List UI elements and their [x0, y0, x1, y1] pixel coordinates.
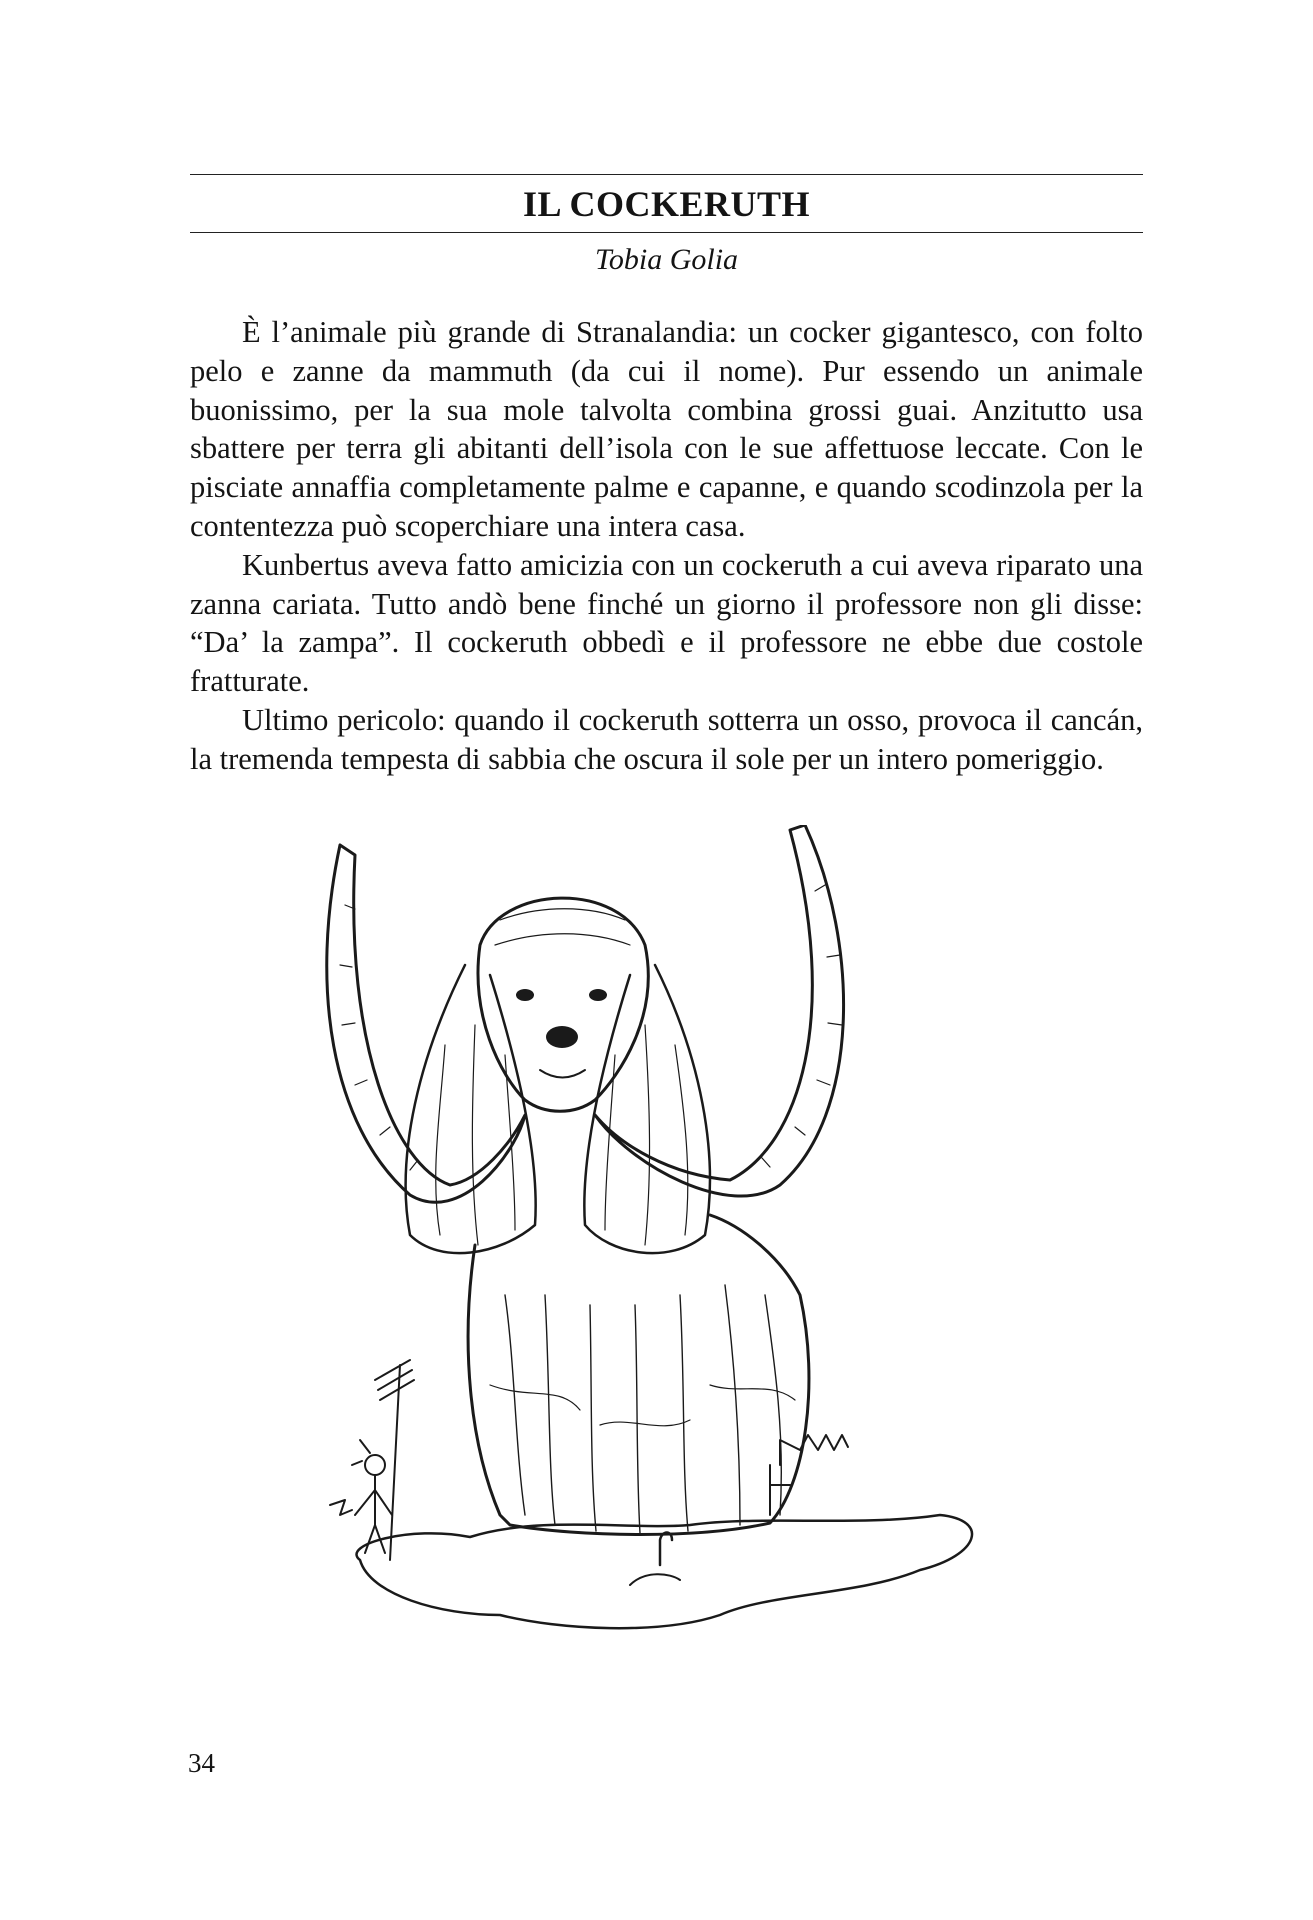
- cockeruth-illustration: [300, 825, 1020, 1665]
- body-text: [190, 313, 1143, 779]
- chapter-author: Tobia Golia: [594, 243, 739, 276]
- paragraph: Ultimo pericolo: quando il cockeruth sotterra un osso, provoca il cancán, la tremenda tempesta di sabbia che oscura il sole per un intero pomeriggio.: [190, 702, 1143, 776]
- dog-head: [478, 898, 648, 1111]
- professor-figure: [330, 1360, 414, 1560]
- page-number: 34: [188, 1748, 215, 1778]
- paragraph: Kunbertus aveva fatto amicizia con un cockeruth a cui aveva riparato una zanna cariata. Tutto andò bene finché un giorno il professore non gli disse: “Da’ la zampa”. Il cockeruth obbedì e il professore ne ebbe due costole fratturate.: [190, 547, 1143, 699]
- dog-nose: [546, 1026, 578, 1048]
- dog-ear-left: [406, 965, 536, 1253]
- title-top-rule: [190, 174, 1143, 175]
- tusk-left: [327, 845, 525, 1202]
- chapter-title: IL COCKERUTH: [522, 184, 811, 224]
- paragraph: È l’animale più grande di Stranalandia: un cocker gigantesco, con folto pelo e zanne da mammuth (da cui il nome). Pur essendo un animale buonissimo, per la sua mole talvolta combina grossi guai. Anzitutto usa sbattere per terra gli abitanti dell’isola con le sue affettuose leccate. Con le pisciate annaffia completamente palme e capanne, e quando scodinzola per la contentezza può scoperchiare una intera casa.: [190, 315, 1143, 543]
- title-bottom-rule: [190, 232, 1143, 233]
- tusk-right: [595, 825, 844, 1196]
- dog-ear-right: [584, 965, 710, 1253]
